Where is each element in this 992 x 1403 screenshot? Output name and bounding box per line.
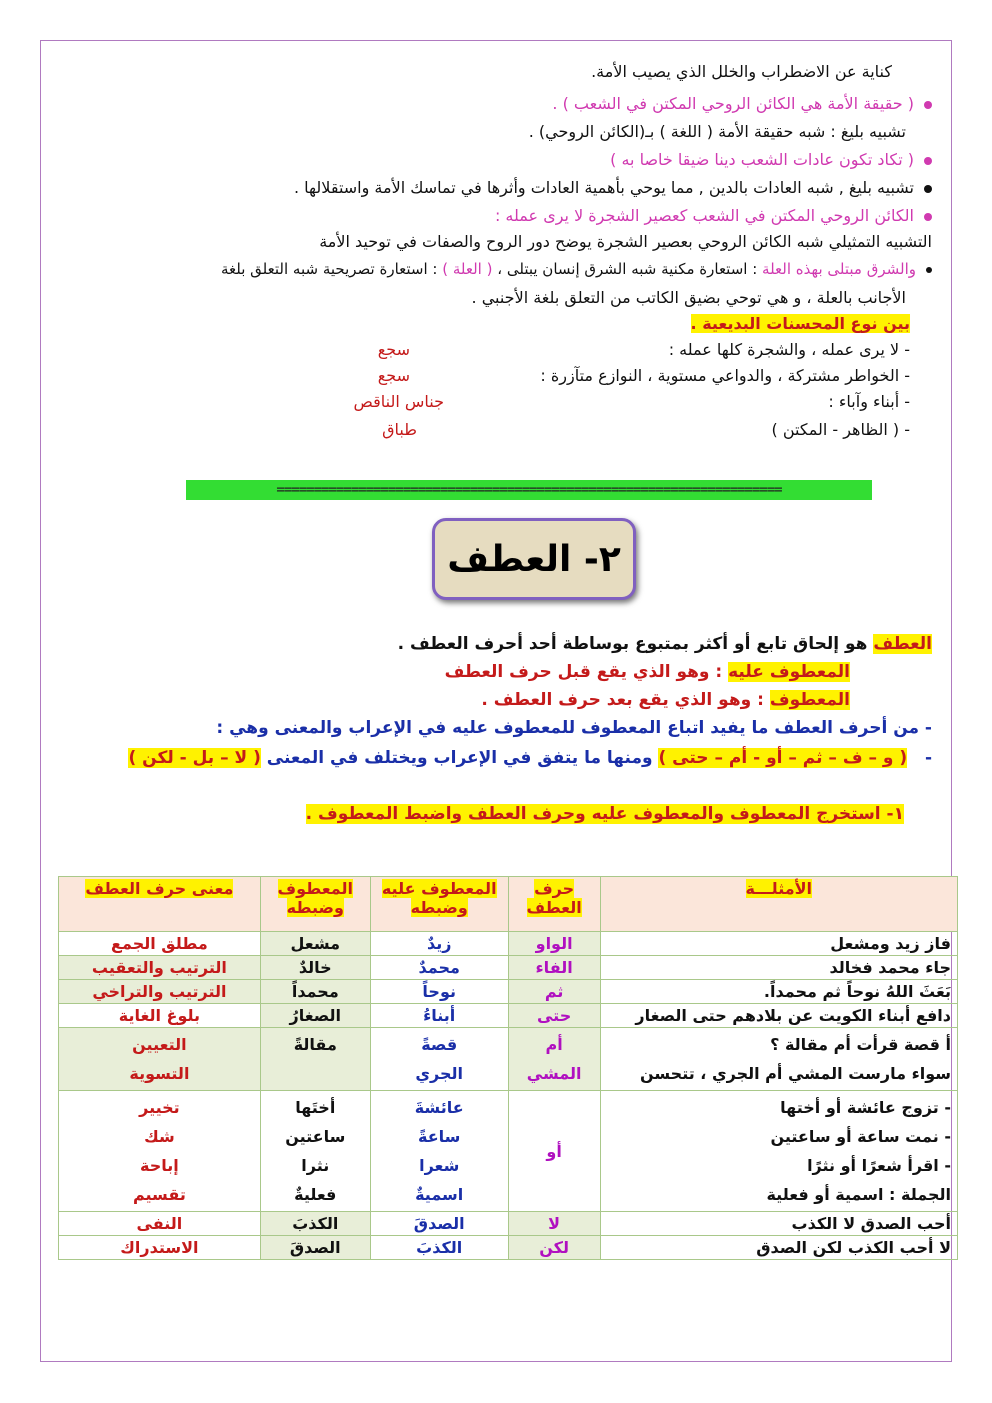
muhassin-answer-2: سجع: [377, 366, 410, 385]
example-cell: جاء محمد فخالد: [600, 956, 957, 980]
matoof-cell: خالدٌ: [260, 956, 370, 980]
matoof-cell: الصغارُ: [260, 1004, 370, 1028]
matoof-cell: مشعل: [260, 932, 370, 956]
matoof-alayh-cell: أبناءُ: [370, 1004, 508, 1028]
text-line-9: الأجانب بالعلة ، و هي توحي بضيق الكاتب من التعلق بلغة الأجنبي .: [471, 288, 906, 307]
muhassin-item-1: - لا يرى عمله ، والشجرة كلها عمله :: [668, 340, 910, 359]
section-title: ٢- العطف: [447, 538, 621, 580]
header-examples: الأمثلـــة: [600, 877, 957, 932]
huroof-point-1: - من أحرف العطف ما يفيد اتباع المعطوف للمعطوف عليه في الإعراب والمعنى وهي :: [216, 718, 932, 738]
header-matoof-alayh: المعطوف عليه وضبطه: [370, 877, 508, 932]
matoof-alayh-cell: زيدٌ: [370, 932, 508, 956]
harf-cell: ثم: [508, 980, 600, 1004]
harf-cell: حتى: [508, 1004, 600, 1028]
harf-cell: أم المشي: [508, 1028, 600, 1091]
table-header-row: [59, 877, 958, 932]
separator-bar: ====================================================================: [186, 480, 872, 500]
matoof-alayh-definition: المعطوف عليه : وهو الذي يقع قبل حرف العطف: [444, 662, 850, 682]
harf-cell: الواو: [508, 932, 600, 956]
matoof-cell: الكذبَ: [260, 1212, 370, 1236]
table-row: [59, 1212, 958, 1236]
table-row: [59, 932, 958, 956]
matoof-cell: الصدقَ: [260, 1236, 370, 1260]
bullet-icon: [926, 267, 932, 273]
matoof-cell: محمداً: [260, 980, 370, 1004]
huroof-point-2: - ( و – ف – ثم – أو - أم – حتى ) ومنها ما يتفق في الإعراب ويختلف في المعنى ( لا – بل - لكن ): [128, 748, 932, 768]
matoof-alayh-cell: نوحاً: [370, 980, 508, 1004]
bullet-icon: [924, 101, 932, 109]
table-row: [59, 956, 958, 980]
text-line-5: تشبيه بليغ , شبه العادات بالدين , مما يوحي بأهمية العادات وأثرها في تماسك الأمة واستقلالها .: [0, 178, 932, 197]
matoof-alayh-cell: الصدقَ: [370, 1212, 508, 1236]
table-row: [59, 980, 958, 1004]
example-cell: دافع أبناء الكويت عن بلادهم حتى الصغار: [600, 1004, 957, 1028]
meaning-cell: بلوغ الغاية: [59, 1004, 261, 1028]
example-cell: فاز زيد ومشعل: [600, 932, 957, 956]
table-row: [59, 1004, 958, 1028]
muhassin-answer-4: طباق: [382, 420, 417, 439]
atf-table: [58, 876, 958, 1260]
example-cell: لا أحب الكذب لكن الصدق: [600, 1236, 957, 1260]
bullet-icon: [924, 157, 932, 165]
matoof-definition: المعطوف : وهو الذي يقع بعد حرف العطف .: [481, 690, 850, 710]
harf-cell: لا: [508, 1212, 600, 1236]
example-cell: أ قصة قرأت أم مقالة ؟ سواء مارست المشي أم الجري ، تتحسن: [600, 1028, 957, 1091]
meaning-cell: مطلق الجمع: [59, 932, 261, 956]
table-row: [59, 1236, 958, 1260]
example-cell: - تزوج عائشة أو أختها - نمت ساعة أو ساعتين - اقرأ شعرًا أو نثرًا الجملة : اسمية أو فعلية: [600, 1091, 957, 1212]
muhassin-item-3: - أبناء وآباء :: [828, 392, 910, 411]
text-line-2: ( حقيقة الأمة هي الكائن الروحي المكتن في الشعب ) .: [0, 94, 932, 113]
definition-line: العطف هو إلحاق تابع أو أكثر بمتبوع بوساطة أحد أحرف العطف .: [397, 634, 932, 654]
meaning-cell: الترتيب والتعقيب: [59, 956, 261, 980]
table-row: [59, 1091, 958, 1212]
text-line-8: والشرق مبتلى بهذه العلة : استعارة مكنية شبه الشرق إنسان يبتلى ، ( العلة ) : استعارة تصريحية شبه التعلق بلغة: [0, 260, 932, 278]
harf-cell: الفاء: [508, 956, 600, 980]
meaning-cell: النفى: [59, 1212, 261, 1236]
muhassin-answer-1: سجع: [377, 340, 410, 359]
harf-cell: أو: [508, 1091, 600, 1212]
text-line-1: كناية عن الاضطراب والخلل الذي يصيب الأمة.: [591, 62, 892, 81]
text-line-6: الكائن الروحي المكتن في الشعب كعصير الشجرة لا يرى عمله :: [0, 206, 932, 225]
matoof-alayh-cell: محمدٌ: [370, 956, 508, 980]
table-row: [59, 1028, 958, 1091]
meaning-cell: تخيير شك إباحة تقسيم: [59, 1091, 261, 1212]
muhassin-item-2: - الخواطر مشتركة ، والدواعي مستوية ، النوازع متآزرة :: [540, 366, 910, 385]
matoof-alayh-cell: عائشةَ ساعةً شعرا اسميةٌ: [370, 1091, 508, 1212]
header-matoof: المعطوف وضبطه: [260, 877, 370, 932]
header-harf: حرف العطف: [508, 877, 600, 932]
matoof-cell: مقالةً: [260, 1028, 370, 1091]
bullet-icon: [924, 185, 932, 193]
meaning-cell: الاستدراك: [59, 1236, 261, 1260]
matoof-alayh-cell: الكذبَ: [370, 1236, 508, 1260]
matoof-alayh-cell: قصةً الجري: [370, 1028, 508, 1091]
text-line-4: ( تكاد تكون عادات الشعب دينا ضيقا خاصا به ): [0, 150, 932, 169]
header-meaning: معنى حرف العطف: [59, 877, 261, 932]
example-cell: أحب الصدق لا الكذب: [600, 1212, 957, 1236]
muhassin-answer-3: جناس الناقص: [353, 392, 444, 411]
text-line-3: تشبيه بليغ : شبه حقيقة الأمة ( اللغة ) بـ(الكائن الروحي) .: [528, 122, 906, 141]
section-title-box: [432, 518, 636, 600]
harf-cell: لكن: [508, 1236, 600, 1260]
bullet-icon: [924, 213, 932, 221]
example-cell: بَعَثَ اللهُ نوحاً ثم محمداً.: [600, 980, 957, 1004]
matoof-cell: أختَها ساعتين نثرا فعليةٌ: [260, 1091, 370, 1212]
muhassin-item-4: - ( الظاهر - المكتن ): [771, 420, 910, 439]
meaning-cell: الترتيب والتراخي: [59, 980, 261, 1004]
meaning-cell: التعيين التسوية: [59, 1028, 261, 1091]
text-line-7: التشبيه التمثيلي شبه الكائن الروحي بعصير الشجرة يوضح دور الروح والصفات في توحيد الأمة: [319, 232, 932, 251]
section-heading-muhassinat: بين نوع المحسنات البديعية .: [690, 314, 910, 333]
task-instruction: ١- استخرج المعطوف والمعطوف عليه وحرف العطف واضبط المعطوف .: [305, 804, 904, 824]
